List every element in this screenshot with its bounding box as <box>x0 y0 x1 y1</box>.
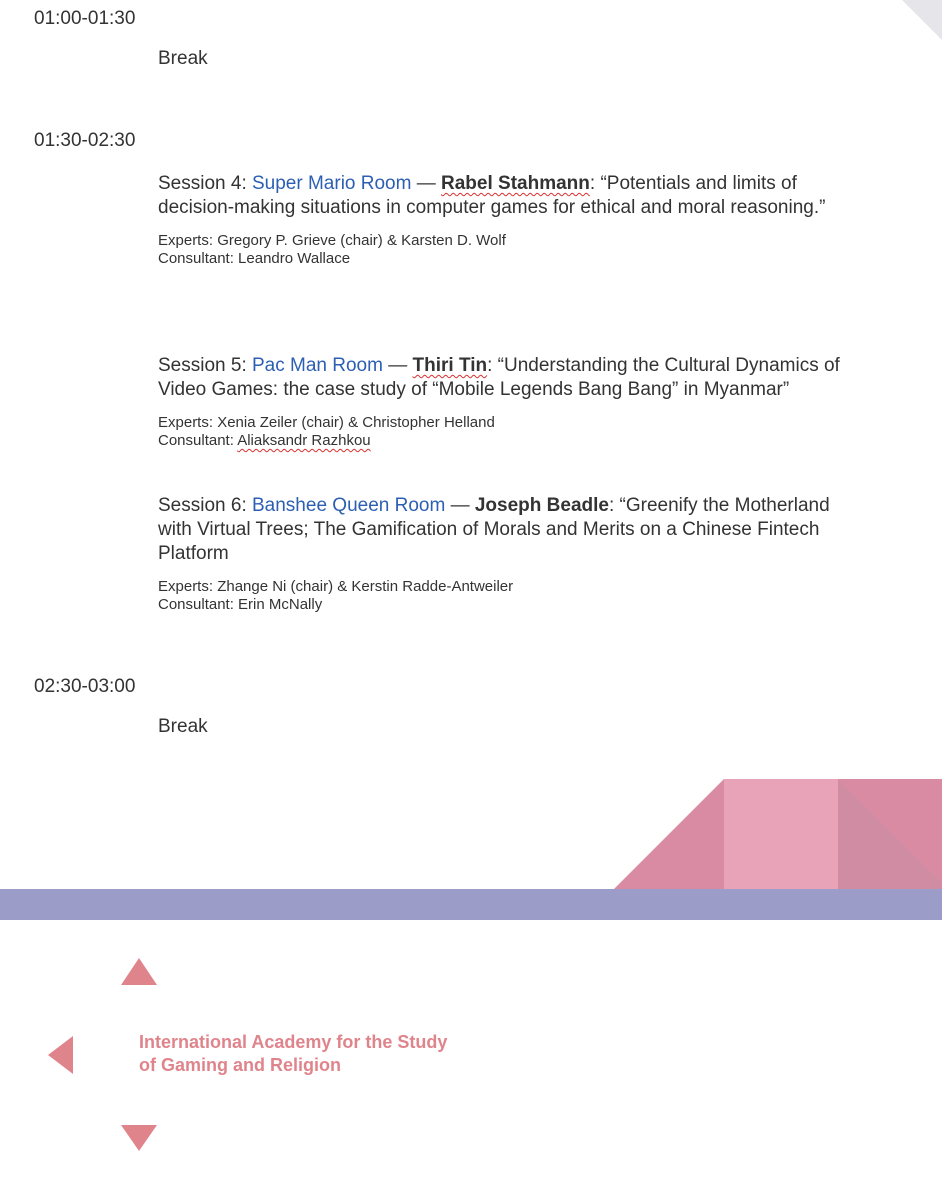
session-6-dash: — <box>445 495 475 516</box>
session-5-prefix: Session 5: <box>158 355 252 376</box>
time-slot-2: 01:30-02:30 <box>34 130 136 151</box>
triangle-down-icon <box>121 1125 157 1151</box>
organization-name <box>139 1031 447 1077</box>
session-5-room: Pac Man Room <box>252 355 383 376</box>
session-6-consultant: Erin McNally <box>238 596 323 613</box>
session-4-prefix: Session 4: <box>158 173 252 194</box>
triangle-up-icon <box>121 958 157 985</box>
session-4-consultant-prefix: Consultant: <box>158 250 239 267</box>
session-4-experts: Gregory P. Grieve (chair) & Karsten D. Wolf <box>217 232 506 249</box>
break-label-3: Break <box>158 716 208 737</box>
session-6-room: Banshee Queen Room <box>252 495 446 516</box>
session-6-experts-prefix: Experts: <box>158 578 218 595</box>
session-4-experts-prefix: Experts: <box>158 232 218 249</box>
session-4-speaker: Rabel Stahmann <box>441 173 590 194</box>
session-4-room: Super Mario Room <box>252 173 412 194</box>
session-4-dash: — <box>411 173 442 194</box>
break-label-1: Break <box>158 48 208 69</box>
session-4-consultant: Leandro Wallace <box>238 250 351 267</box>
session-5-title: : “Understanding the Cultural Dynamics of Video Games: the case study of “Mobile Legends Bang Bang” in Myanmar” <box>158 355 840 400</box>
triangle-left-icon <box>48 1036 73 1074</box>
session-6-title: : “Greenify the Motherland with Virtual Trees; The Gamification of Morals and Merits on a Chinese Fintech Platform <box>158 495 830 564</box>
org-name-line-2: of Gaming and Religion <box>139 1055 341 1075</box>
session-5-speaker: Thiri Tin <box>412 355 488 376</box>
session-6-consultant-prefix: Consultant: <box>158 596 239 613</box>
org-name-line-1: International Academy for the Study <box>139 1032 448 1052</box>
session-6-prefix: Session 6: <box>158 495 252 516</box>
session-5-dash: — <box>382 355 413 376</box>
session-6-speaker: Joseph Beadle <box>474 495 609 516</box>
session-5-consultant-prefix: Consultant: <box>158 432 238 449</box>
session-5-experts-prefix: Experts: <box>158 414 218 431</box>
time-slot-1: 01:00-01:30 <box>34 8 136 29</box>
time-slot-3: 02:30-03:00 <box>34 676 136 697</box>
session-5-consultant: Aliaksandr Razhkou <box>237 432 371 449</box>
session-6-experts: Zhange Ni (chair) & Kerstin Radde-Antweiler <box>217 578 514 595</box>
session-4-title: : “Potentials and limits of decision-making situations in computer games for ethical and moral reasoning.” <box>158 173 826 218</box>
session-5-experts: Xenia Zeiler (chair) & Christopher Helland <box>217 414 495 431</box>
